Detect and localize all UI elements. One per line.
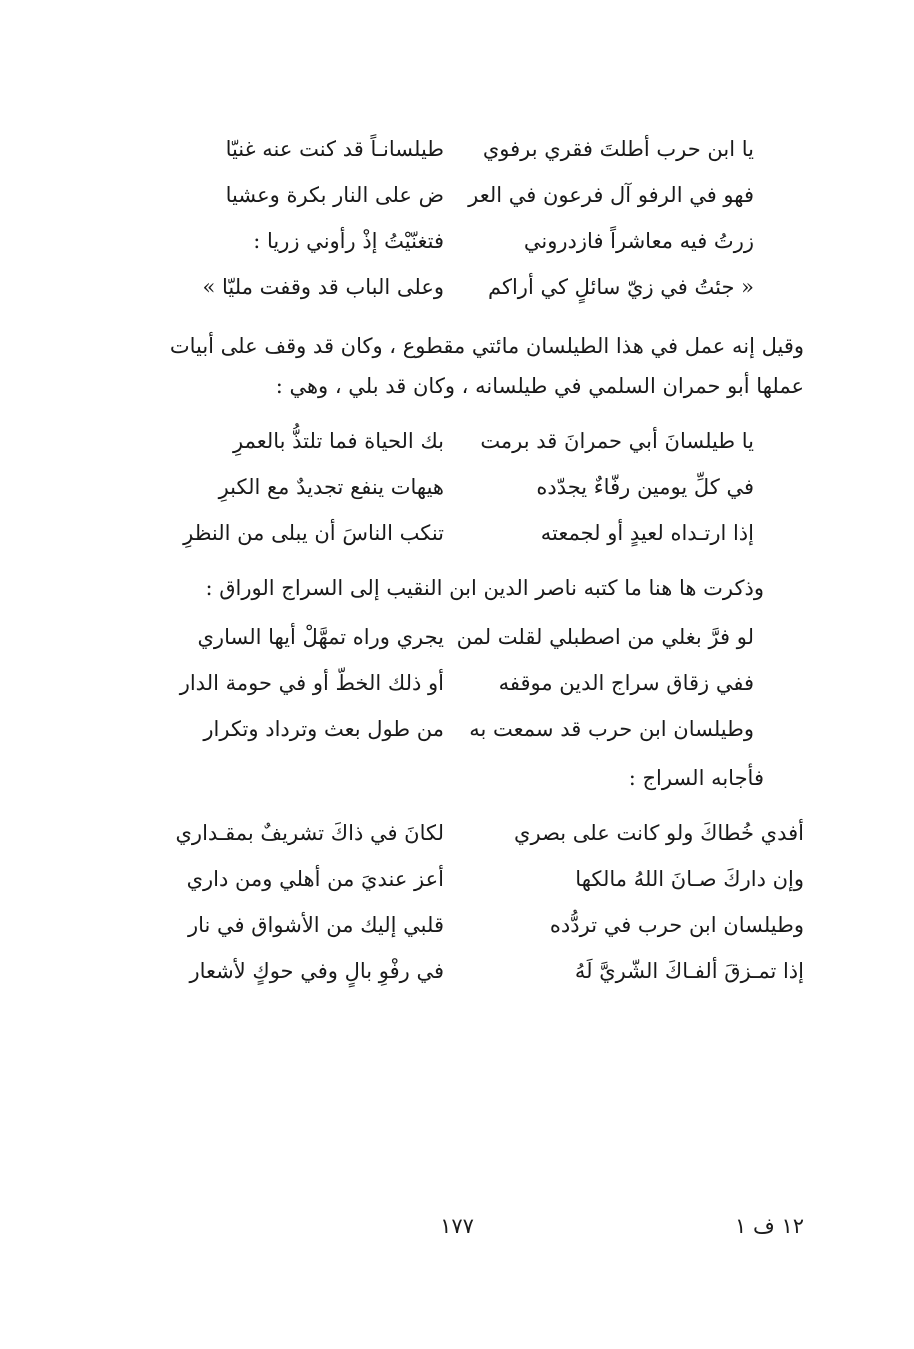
second-hemistich: أعز عنديَ من أهلي ومن داري [186,867,444,891]
verse-line [104,614,804,660]
second-hemistich: طيلسانـاً قد كنت عنه غنيّا [225,137,444,161]
verse-line [104,218,804,264]
first-hemistich: يا طيلسانَ أبي حمرانَ قد برمت [480,429,754,453]
verse-line [104,264,804,310]
second-hemistich: بك الحياة فما تلتذُّ بالعمرِ [232,429,444,453]
first-hemistich: زرتُ فيه معاشراً فازدروني [523,229,754,253]
second-hemistich: يجري وراه تمهَّلْ أيها الساري [197,625,444,649]
first-hemistich: وإن داركَ صـانَ اللهُ مالكها [575,867,804,891]
first-hemistich: فهو في الرفو آل فرعون في العر [468,183,754,207]
prose-line-3: فأجابه السراج : [628,766,764,790]
stanza-2 [104,418,804,556]
second-hemistich: لكانَ في ذاكَ تشريفٌ بمقـداري [175,821,444,845]
signature-mark: ١٢ ف ١ [735,1214,804,1238]
verse-line [104,660,804,706]
verse-line [104,172,804,218]
verse-line [104,126,804,172]
verse-line [104,948,804,994]
stanza-4 [104,810,804,994]
prose-paragraph-1 [104,326,804,406]
second-hemistich: في رفْوِ بالٍ وفي حوكٍ لأشعار [189,959,444,983]
first-hemistich: أفدي خُطاكَ ولو كانت على بصري [514,821,804,845]
first-hemistich: إذا ارتـداه لعيدٍ أو لجمعته [540,521,754,545]
second-hemistich: فتغنّيْتُ إذْ رأوني زريا : [253,229,444,253]
verse-line [104,706,804,752]
verse-line [104,902,804,948]
first-hemistich: لو فرَّ بغلي من اصطبلي لقلت لمن [456,625,754,649]
first-hemistich: يا ابن حرب أطلتَ فقري برفوي [482,137,754,161]
first-hemistich: « جئتُ في زيّ سائلٍ كي أراكم [488,275,754,299]
verse-line [104,418,804,464]
second-hemistich: هيهات ينفع تجديدٌ مع الكبرِ [218,475,444,499]
verse-line [104,856,804,902]
first-hemistich: وطيلسان ابن حرب قد سمعت به [469,717,754,741]
first-hemistich: وطيلسان ابن حرب في تردُّده [549,913,804,937]
second-hemistich: تنكب الناسَ أن يبلى من النظرِ [183,521,444,545]
prose-line: عملها أبو حمران السلمي في طيلسانه ، وكان قد بلي ، وهي : [275,374,804,398]
second-hemistich: من طول بعث وترداد وتكرار [203,717,444,741]
prose-line: وقيل إنه عمل في هذا الطيلسان مائتي مقطوع ، وكان قد وقف على أبيات [169,334,804,358]
verse-line [104,464,804,510]
prose-line-2: وذكرت ها هنا ما كتبه ناصر الدين ابن النقيب إلى السراج الوراق : [205,576,764,600]
second-hemistich: أو ذلك الخطّ أو في حومة الدار [179,671,444,695]
page-number: ١٧٧ [440,1214,474,1238]
stanza-3 [104,614,804,752]
first-hemistich: ففي زقاق سراج الدين موقفه [498,671,754,695]
verse-line [104,510,804,556]
second-hemistich: ض على النار بكرة وعشيا [225,183,444,207]
second-hemistich: قلبي إليك من الأشواق في نار [187,913,444,937]
first-hemistich: في كلِّ يومين رفّاءٌ يجدّده [536,475,754,499]
second-hemistich: وعلى الباب قد وقفت مليّا » [202,275,444,299]
first-hemistich: إذا تمـزقَ ألفـاكَ الشّريَّ لَهُ [574,959,804,983]
verse-line [104,810,804,856]
stanza-1 [104,126,804,310]
